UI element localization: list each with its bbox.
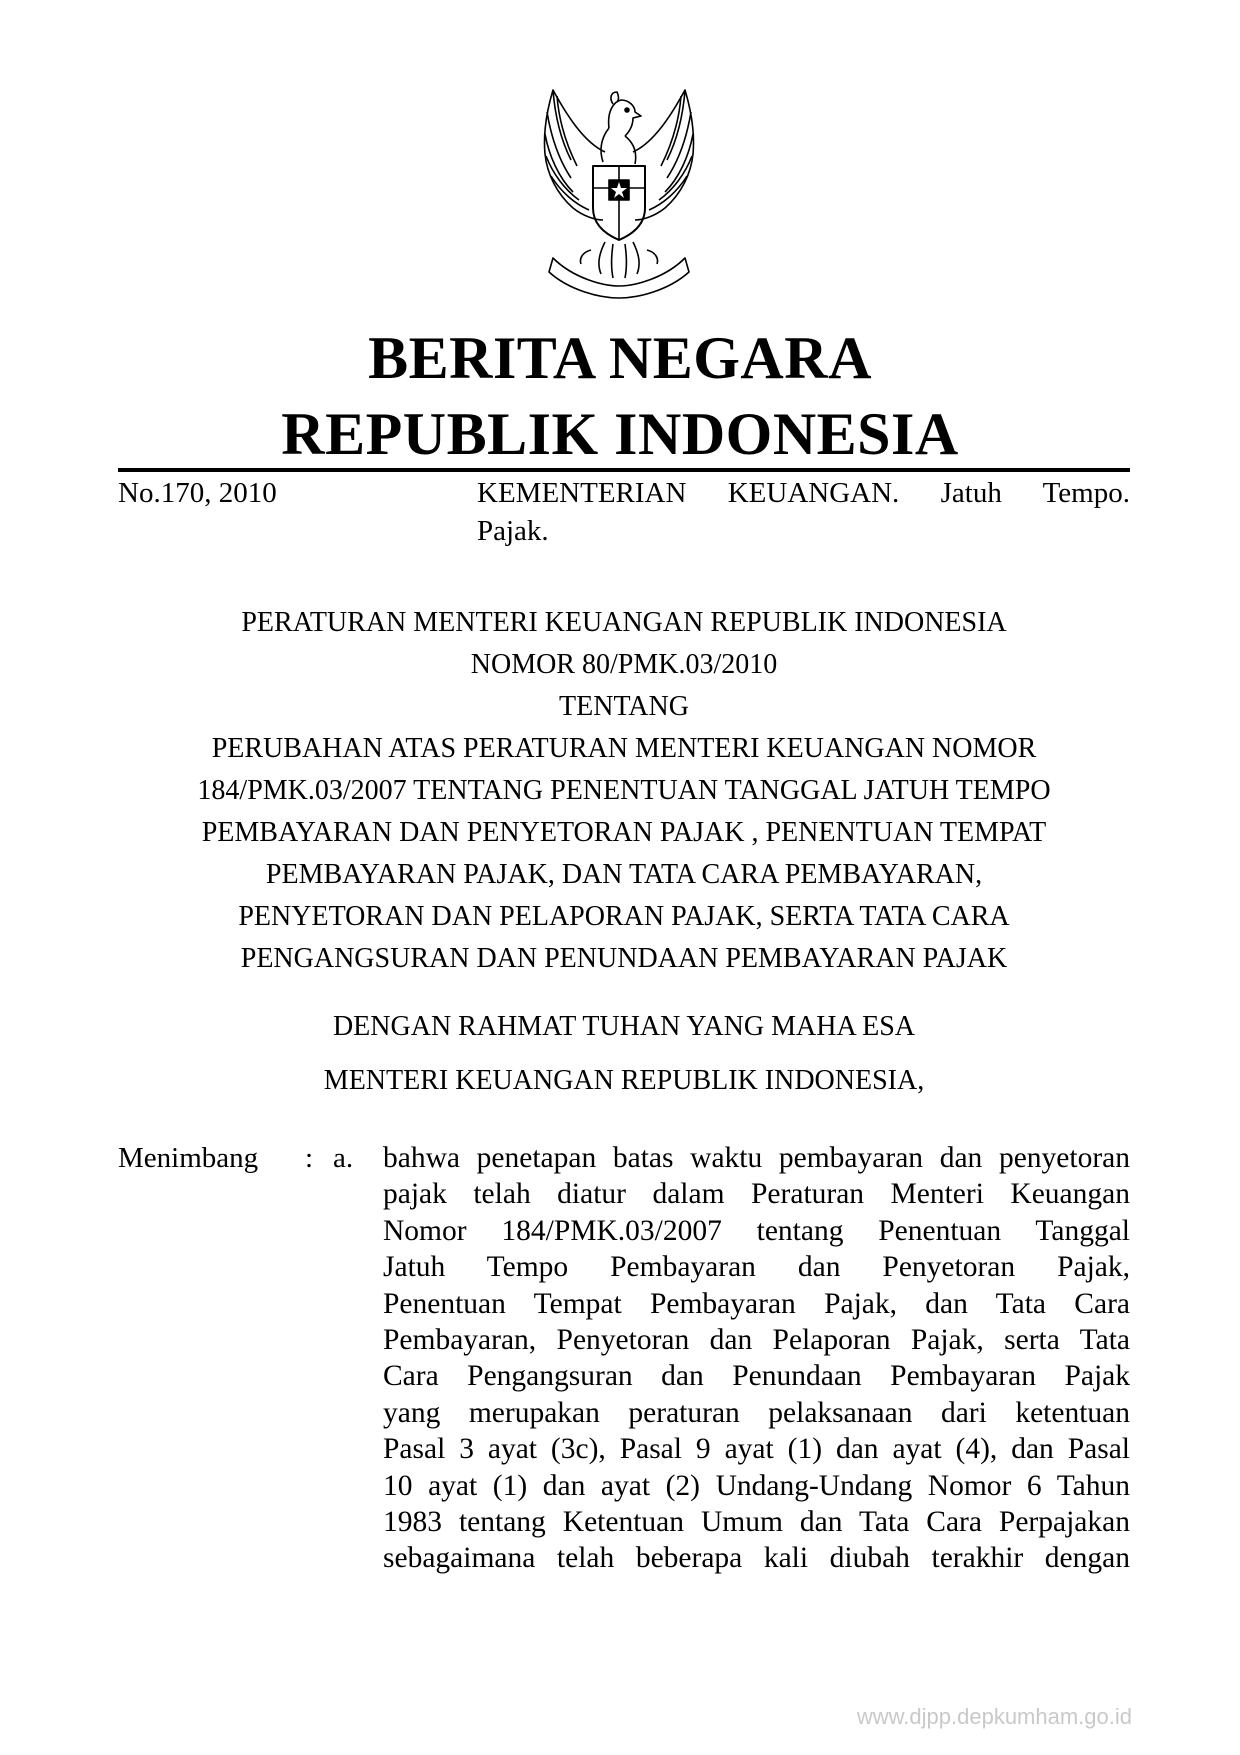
title-line: PERUBAHAN ATAS PERATURAN MENTERI KEUANGAN NOMOR bbox=[211, 733, 1037, 764]
regulation-title bbox=[118, 602, 1130, 980]
paragraph-line: Pembayaran, Penyetoran dan Pelaporan Pajak, serta Tata bbox=[383, 1324, 1130, 1357]
title-line: PENYETORAN DAN PELAPORAN PAJAK, SERTA TATA CARA bbox=[238, 901, 1010, 932]
gazette-subject-line: Pajak. bbox=[477, 515, 549, 547]
title-line: 184/PMK.03/2007 TENTANG PENENTUAN TANGGAL JATUH TEMPO bbox=[197, 775, 1051, 806]
paragraph-line: Pasal 3 ayat (3c), Pasal 9 ayat (1) dan ayat (4), dan Pasal bbox=[383, 1433, 1130, 1466]
paragraph-line: bahwa penetapan batas waktu pembayaran dan penyetoran bbox=[383, 1142, 1130, 1174]
paragraph-line: 1983 tentang Ketentuan Umum dan Tata Cara Perpajakan bbox=[383, 1506, 1130, 1539]
paragraph-line: Nomor 184/PMK.03/2007 tentang Penentuan Tanggal bbox=[383, 1214, 1130, 1247]
paragraph-line: Penentuan Tempat Pembayaran Pajak, dan Tata Cara bbox=[383, 1287, 1130, 1320]
garuda-pancasila-emblem bbox=[513, 82, 725, 302]
title-line: PENGANGSURAN DAN PENUNDAAN PEMBAYARAN PAJAK bbox=[240, 943, 1008, 974]
title-line: NOMOR 80/PMK.03/2010 bbox=[470, 649, 778, 680]
title-line: PEMBAYARAN PAJAK, DAN TATA CARA PEMBAYARAN, bbox=[265, 859, 983, 890]
opening-line: DENGAN RAHMAT TUHAN YANG MAHA ESA bbox=[332, 1011, 916, 1042]
title-line: PERATURAN MENTERI KEUANGAN REPUBLIK INDONESIA bbox=[241, 607, 1007, 638]
gazette-number: No.170, 2010 bbox=[118, 477, 277, 509]
paragraph-line: Cara Pengangsuran dan Penundaan Pembayaran Pajak bbox=[383, 1360, 1130, 1393]
title-line: TENTANG bbox=[559, 691, 689, 722]
website-watermark: www.djpp.depkumham.go.id bbox=[856, 1704, 1132, 1729]
paragraph-line: 10 ayat (1) dan ayat (2) Undang-Undang Nomor 6 Tahun bbox=[383, 1469, 1130, 1502]
opening-line: MENTERI KEUANGAN REPUBLIK INDONESIA, bbox=[323, 1065, 925, 1096]
paragraph-line: pajak telah diatur dalam Peraturan Menteri Keuangan bbox=[383, 1178, 1130, 1211]
masthead-subtitle: REPUBLIK INDONESIA bbox=[281, 401, 959, 467]
paragraph-line: sebagaimana telah beberapa kali diubah terakhir dengan bbox=[383, 1542, 1130, 1575]
considering-item-text bbox=[383, 1140, 1130, 1577]
considering-label: Menimbang bbox=[118, 1142, 259, 1174]
title-line: PEMBAYARAN DAN PENYETORAN PAJAK , PENENTUAN TEMPAT bbox=[201, 817, 1047, 848]
masthead-title: BERITA NEGARA bbox=[368, 325, 872, 391]
paragraph-line: yang merupakan peraturan pelaksanaan dari ketentuan bbox=[383, 1396, 1130, 1429]
gazette-subject bbox=[477, 474, 1130, 550]
considering-colon: : bbox=[305, 1142, 314, 1174]
gazette-subject-line: KEMENTERIAN KEUANGAN. Jatuh Tempo. bbox=[477, 477, 1130, 509]
considering-item-letter: a. bbox=[333, 1142, 354, 1174]
opening-formula bbox=[118, 1000, 1130, 1108]
header-divider bbox=[118, 468, 1130, 472]
paragraph-line: Jatuh Tempo Pembayaran dan Penyetoran Pajak, bbox=[383, 1251, 1130, 1284]
